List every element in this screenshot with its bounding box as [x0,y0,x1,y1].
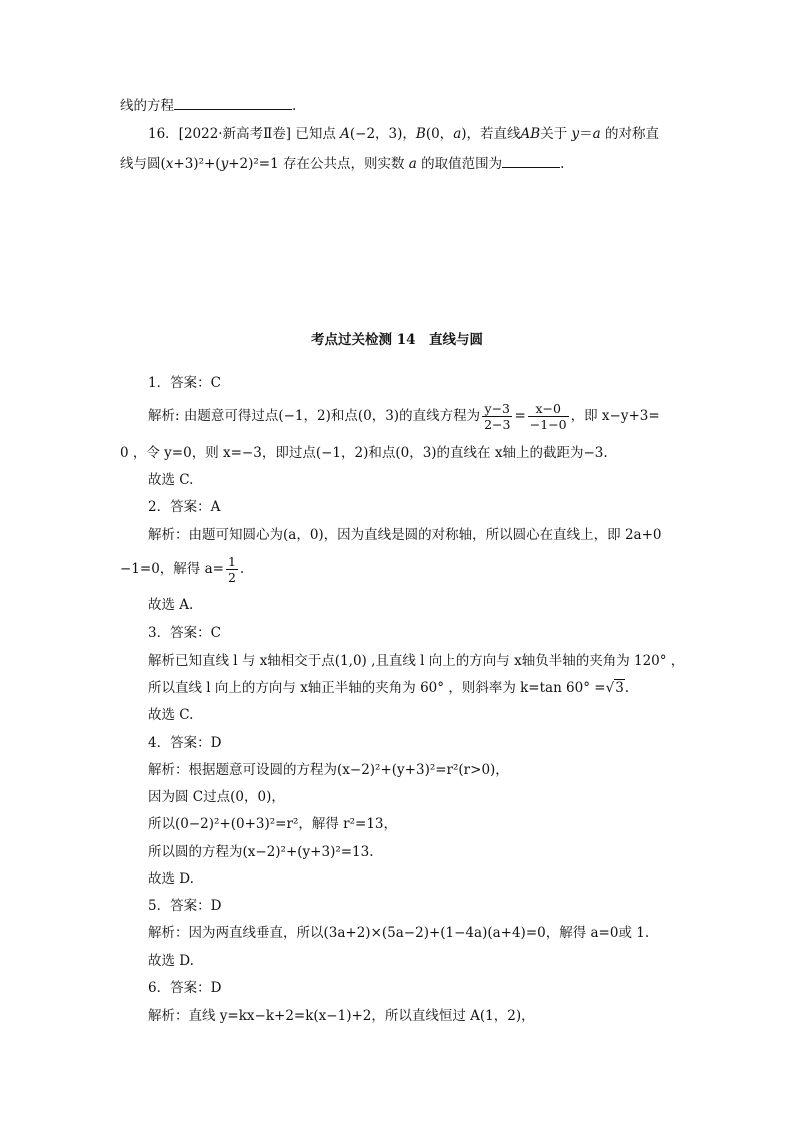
section-title: 考点过关检测 14 直线与圆 [311,332,483,348]
answer-3-choice: 故选 C. [148,707,194,723]
answer-2-explanation-line-1: 解析：由题可知圆心为(a，0)，因为直线是圆的对称轴，所以圆心在直线上，即 2a+0 [148,527,662,543]
answer-5: 5．答案：D [148,898,222,914]
text: . [292,98,297,114]
answer-3: 3．答案：C [148,625,221,641]
answer-3-explanation-line-1: 解析已知直线 l 与 x轴相交于点(1,0) ,且直线 l 向上的方向与 x轴负半轴的夹角为 120° ， [148,653,685,669]
fraction: $\frac{x-0}{-1-0}$ [529,401,567,432]
text: 线的方程 [120,98,174,114]
answer-1-explanation-line-1: 解析: 由题意可得过点(−1，2)和点(0，3)的直线方程为 $\frac{y-3}{2-3}$ = $\frac{x-0}{-1-0}$ ，即 x−y+3= [148,401,660,432]
answer-blank [174,95,292,110]
answer-2: 2．答案：A [148,499,221,515]
answer-4-choice: 故选 D. [148,871,194,887]
answer-4-explanation-line-1: 解析：根据题意可设圆的方程为(x−2)²+(y+3)²=r²(r>0)， [148,762,509,778]
fraction: $\frac{1}{2}$ [227,554,236,585]
continuation-line [120,95,296,116]
answer-6: 6．答案：D [148,980,222,996]
answer-2-choice: 故选 A. [148,597,194,613]
sqrt: √3 [605,680,624,696]
answer-4-explanation-line-2: 因为圆 C过点(0，0)， [148,789,285,805]
answer-blank [502,153,560,168]
answer-4-explanation-line-3: 所以(0−2)²+(0+3)²=r²，解得 r²=13， [148,816,398,832]
answer-5-explanation-line-1: 解析：因为两直线垂直，所以(3a+2)×(5a−2)+(1−4a)(a+4)=0，解得 a=0或 1. [148,925,650,941]
answer-1-choice: 故选 C. [148,472,194,488]
answer-4: 4．答案：D [148,735,222,751]
question-16-line-1: 16．[2022·新高考Ⅱ卷] 已知点 A(−2，3)，B(0，a)，若直线AB关于 y＝a 的对称直 [148,126,659,142]
answer-3-explanation-line-2: 所以直线 l 向上的方向与 x轴正半轴的夹角为 60° ，则斜率为 k=tan 60° =√3. [148,680,630,696]
question-16-line-2: 线与圆(x+3)²+(y+2)²=1 存在公共点，则实数 a 的取值范围为 . [120,153,564,174]
answer-5-choice: 故选 D. [148,953,194,969]
answer-1-explanation-line-2: 0 ，令 y=0，则 x=−3，即过点(−1，2)和点(0，3)的直线在 x轴上的截距为−3. [120,445,608,461]
answer-2-explanation-line-2: −1=0，解得 a= $\frac{1}{2}$ . [120,554,245,585]
answer-4-explanation-line-4: 所以圆的方程为(x−2)²+(y+3)²=13. [148,844,374,860]
answer-1: 1．答案：C [148,375,221,391]
fraction: $\frac{y-3}{2-3}$ [484,401,511,432]
answer-6-explanation-line-1: 解析：直线 y=kx−k+2=k(x−1)+2，所以直线恒过 A(1，2)， [148,1008,535,1024]
